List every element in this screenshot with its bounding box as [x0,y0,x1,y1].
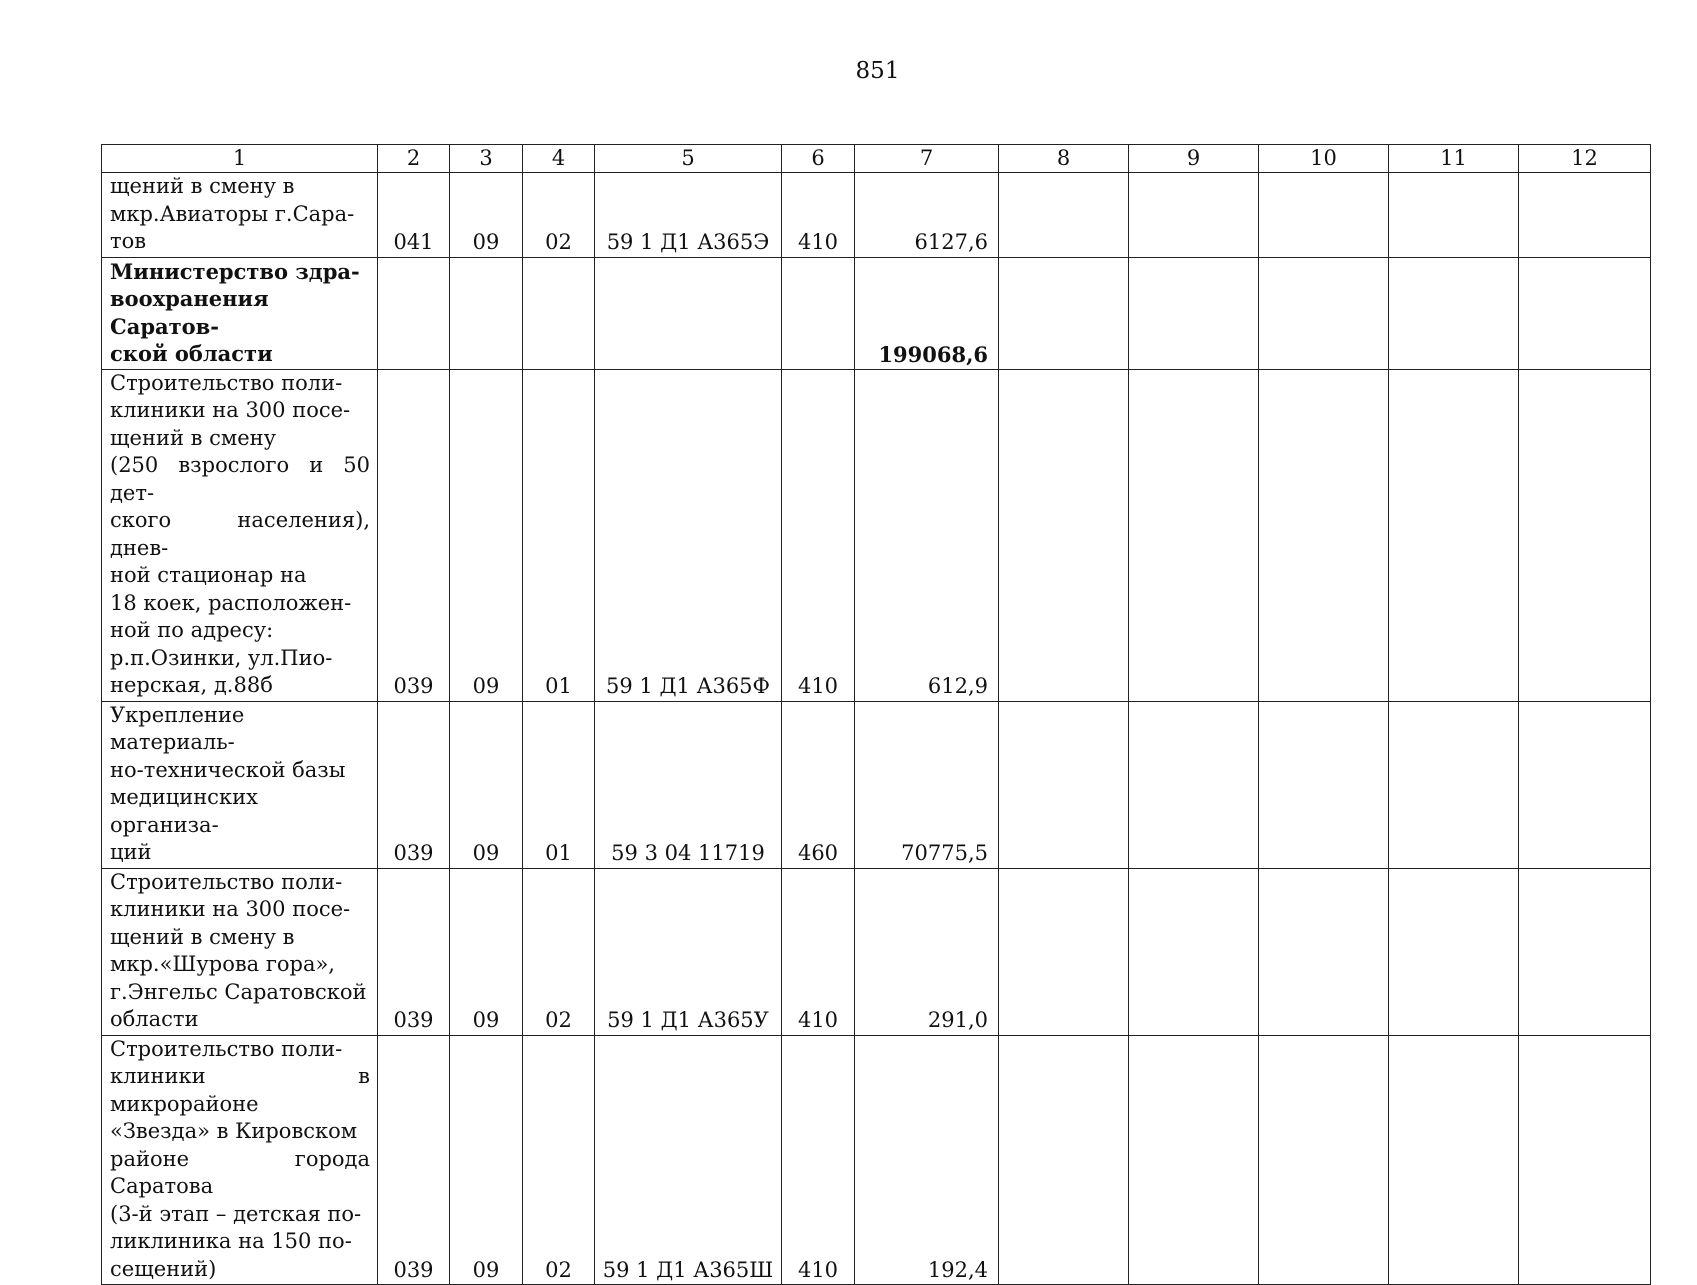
column-header: 8 [999,145,1129,173]
page-number: 851 [855,58,900,84]
description-line: ций [110,840,152,864]
empty-cell [1259,868,1389,1035]
empty-cell [1389,369,1519,701]
empty-cell [999,257,1129,369]
row-description [102,257,378,369]
description-line: мкр.Авиаторы г.Сара- [110,201,355,226]
chapter-code: 039 [378,701,450,868]
column-header: 3 [450,145,523,173]
column-header: 1 [102,145,378,173]
table-row [102,257,1651,369]
amount-cell: 70775,5 [855,701,999,868]
description-line: воохранения Саратов- [110,286,269,339]
amount-cell: 192,4 [855,1035,999,1285]
description-line: (3-й этап – детская по- [110,1201,362,1226]
empty-cell [1259,369,1389,701]
amount-cell: 612,9 [855,369,999,701]
empty-cell [999,1035,1129,1285]
empty-cell [1519,257,1651,369]
column-header: 2 [378,145,450,173]
empty-cell [1259,1035,1389,1285]
empty-cell [1519,173,1651,258]
table-row [102,369,1651,701]
description-line: Строительство поли- [110,370,343,395]
description-line: Министерство здра- [110,258,360,284]
empty-cell [1389,173,1519,258]
empty-cell [999,173,1129,258]
empty-cell [1519,701,1651,868]
empty-cell [1389,1035,1519,1285]
empty-cell [1389,257,1519,369]
description-line: 18 коек, расположен- [110,590,352,615]
empty-cell [1129,701,1259,868]
expense-type-code: 410 [782,369,855,701]
chapter-code: 039 [378,369,450,701]
table-row [102,701,1651,868]
chapter-code: 039 [378,1035,450,1285]
empty-cell [999,369,1129,701]
header-row [102,145,1651,173]
description-line: Строительство поли- [110,869,343,894]
row-description [102,701,378,868]
description-line: районе города Саратова [110,1146,370,1198]
expense-type-code: 410 [782,868,855,1035]
target-article-code: 59 1 Д1 А365Э [595,173,782,258]
row-description [102,868,378,1035]
section-code: 09 [450,701,523,868]
expense-type-code [782,257,855,369]
column-header: 7 [855,145,999,173]
description-line: (250 взрослого и 50 дет- [110,453,370,505]
description-line: ликлиника на 150 по- [110,1229,352,1253]
empty-cell [1129,173,1259,258]
column-header: 11 [1389,145,1519,173]
empty-cell [1259,173,1389,258]
amount-cell: 199068,6 [855,257,999,369]
table-row [102,868,1651,1035]
amount-cell: 6127,6 [855,173,999,258]
expense-type-code: 410 [782,1035,855,1285]
expense-type-code: 410 [782,173,855,258]
description-line: нерская, д.88б [110,673,273,697]
description-line: клиники в микрорайоне [110,1064,370,1116]
description-line: сещений) [110,1256,217,1281]
budget-table [101,144,1651,1285]
description-line: Укрепление материаль- [110,702,245,754]
expense-type-code: 460 [782,701,855,868]
description-line: щений в смену в [110,924,295,949]
subsection-code [523,257,595,369]
target-article-code [595,257,782,369]
empty-cell [1259,257,1389,369]
description-line: тов [110,229,147,253]
description-line: клиники на 300 посе- [110,398,351,422]
empty-cell [1129,868,1259,1035]
description-line: Строительство поли- [110,1036,343,1061]
empty-cell [1519,369,1651,701]
section-code: 09 [450,173,523,258]
section-code: 09 [450,868,523,1035]
empty-cell [999,868,1129,1035]
empty-cell [999,701,1129,868]
row-description [102,1035,378,1285]
chapter-code: 039 [378,868,450,1035]
column-header: 6 [782,145,855,173]
target-article-code: 59 1 Д1 А365Ш [595,1035,782,1285]
column-header: 5 [595,145,782,173]
column-header: 4 [523,145,595,173]
row-description [102,173,378,258]
subsection-code: 02 [523,173,595,258]
empty-cell [1129,369,1259,701]
row-description [102,369,378,701]
chapter-code [378,257,450,369]
empty-cell [1259,701,1389,868]
amount-cell: 291,0 [855,868,999,1035]
empty-cell [1389,701,1519,868]
description-line: щений в смену [110,425,276,450]
description-line: области [110,1007,199,1031]
subsection-code: 01 [523,701,595,868]
column-header: 10 [1259,145,1389,173]
subsection-code: 01 [523,369,595,701]
table-row [102,173,1651,258]
empty-cell [1519,1035,1651,1285]
section-code [450,257,523,369]
description-line: мкр.«Шурова гора», [110,952,335,976]
description-line: клиники на 300 посе- [110,897,351,921]
section-code: 09 [450,1035,523,1285]
column-header: 12 [1519,145,1651,173]
table-row [102,1035,1651,1285]
description-line: щений в смену в [110,174,295,198]
description-line: р.п.Озинки, ул.Пио- [110,645,333,670]
target-article-code: 59 1 Д1 А365У [595,868,782,1035]
empty-cell [1129,257,1259,369]
description-line: но-технической базы [110,757,346,782]
empty-cell [1129,1035,1259,1285]
chapter-code: 041 [378,173,450,258]
description-line: ской области [110,341,273,366]
subsection-code: 02 [523,1035,595,1285]
description-line: ной стационар на [110,563,307,587]
description-line: ной по адресу: [110,618,274,642]
description-line: медицинских организа- [110,785,258,837]
section-code: 09 [450,369,523,701]
column-header: 9 [1129,145,1259,173]
description-line: г.Энгельс Саратовской [110,979,367,1004]
description-line: ского населения), днев- [110,508,370,560]
target-article-code: 59 1 Д1 А365Ф [595,369,782,701]
subsection-code: 02 [523,868,595,1035]
empty-cell [1389,868,1519,1035]
description-line: «Звезда» в Кировском [110,1119,358,1143]
empty-cell [1519,868,1651,1035]
target-article-code: 59 3 04 11719 [595,701,782,868]
